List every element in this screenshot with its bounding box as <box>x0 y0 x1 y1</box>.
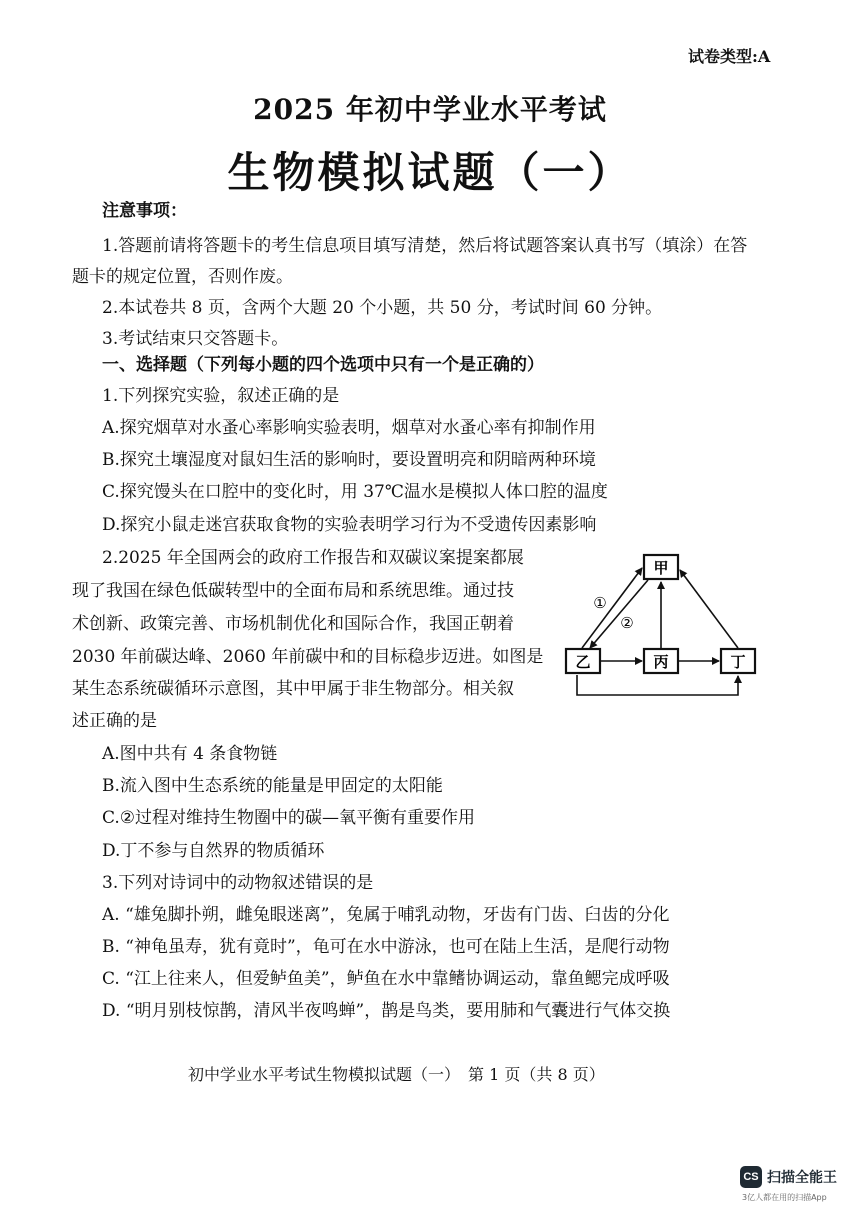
section-heading: 一、选择题（下列每小题的四个选项中只有一个是正确的） <box>102 355 544 375</box>
notice-item-1: 1.答题前请将答题卡的考生信息项目填写清楚，然后将试题答案认真书写（填涂）在答 <box>102 236 748 256</box>
node-jia-label: 甲 <box>653 559 669 577</box>
arrow-yi-to-ding <box>577 675 738 695</box>
q2-stem-line-5: 某生态系统碳循环示意图，其中甲属于非生物部分。相关叙 <box>72 679 514 699</box>
q2-stem-line-1: 2.2025 年全国两会的政府工作报告和双碳议案提案都展 <box>102 548 524 568</box>
scanner-logo-icon: CS <box>740 1166 762 1188</box>
q2-option-d: D.丁不参与自然界的物质循环 <box>102 841 325 861</box>
notice-item-1-cont: 题卡的规定位置，否则作废。 <box>72 267 293 287</box>
carbon-cycle-diagram <box>560 548 765 708</box>
scanner-slogan: 3亿人都在用的扫描App <box>742 1193 827 1202</box>
q1-option-c: C.探究馒头在口腔中的变化时，用 37℃温水是模拟人体口腔的温度 <box>102 482 608 502</box>
q2-option-c: C.②过程对维持生物圈中的碳—氧平衡有重要作用 <box>102 808 476 828</box>
q3-stem: 3.下列对诗词中的动物叙述错误的是 <box>102 873 374 893</box>
node-ding-label: 丁 <box>730 653 746 671</box>
q2-stem-line-6: 述正确的是 <box>72 711 157 731</box>
page-footer: 初中学业水平考试生物模拟试题（一） 第 1 页（共 8 页） <box>188 1065 605 1084</box>
q2-option-a: A.图中共有 4 条食物链 <box>102 744 278 764</box>
scanner-app-name: 扫描全能王 <box>767 1170 837 1186</box>
arrow-ding-to-jia <box>680 570 738 648</box>
notice-item-3: 3.考试结束只交答题卡。 <box>102 329 289 349</box>
q1-option-d: D.探究小鼠走迷宫获取食物的实验表明学习行为不受遗传因素影响 <box>102 515 597 535</box>
q1-stem: 1.下列探究实验，叙述正确的是 <box>102 386 340 406</box>
paper-title: 生物模拟试题（一） <box>227 148 633 197</box>
node-yi-label: 乙 <box>575 653 591 671</box>
process-1-label: ① <box>593 594 607 612</box>
q2-option-b: B.流入图中生态系统的能量是甲固定的太阳能 <box>102 776 443 796</box>
q2-stem-line-3: 术创新、政策完善、市场机制优化和国际合作，我国正朝着 <box>72 614 514 634</box>
q1-option-a: A.探究烟草对水蚤心率影响实验表明，烟草对水蚤心率有抑制作用 <box>102 418 596 438</box>
paper-type-label: 试卷类型:A <box>688 47 771 66</box>
process-2-label: ② <box>620 614 634 632</box>
q1-option-b: B.探究土壤湿度对鼠妇生活的影响时，要设置明亮和阴暗两种环境 <box>102 450 596 470</box>
q3-option-a: A. “雄兔脚扑朔，雌兔眼迷离”，兔属于哺乳动物，牙齿有门齿、臼齿的分化 <box>102 905 670 925</box>
q3-option-c: C. “江上往来人，但爱鲈鱼美”，鲈鱼在水中靠鳍协调运动，靠鱼鳃完成呼吸 <box>102 969 670 989</box>
arrow-jia-to-yi <box>590 580 648 648</box>
node-bing-label: 丙 <box>653 653 669 671</box>
scanner-watermark <box>740 1163 850 1203</box>
exam-title: 2025 年初中学业水平考试 <box>253 93 607 126</box>
notice-item-2: 2.本试卷共 8 页，含两个大题 20 个小题，共 50 分，考试时间 60 分钟。 <box>102 298 663 318</box>
q3-option-d: D. “明月别枝惊鹊，清风半夜鸣蝉”，鹊是鸟类，要用肺和气囊进行气体交换 <box>102 1001 671 1021</box>
q2-stem-line-2: 现了我国在绿色低碳转型中的全面布局和系统思维。通过技 <box>72 581 514 601</box>
q3-option-b: B. “神龟虽寿，犹有竟时”，龟可在水中游泳，也可在陆上生活，是爬行动物 <box>102 937 670 957</box>
arrow-yi-to-jia <box>582 568 642 648</box>
notice-heading: 注意事项： <box>102 201 187 221</box>
q2-stem-line-4: 2030 年前碳达峰、2060 年前碳中和的目标稳步迈进。如图是 <box>72 647 544 667</box>
